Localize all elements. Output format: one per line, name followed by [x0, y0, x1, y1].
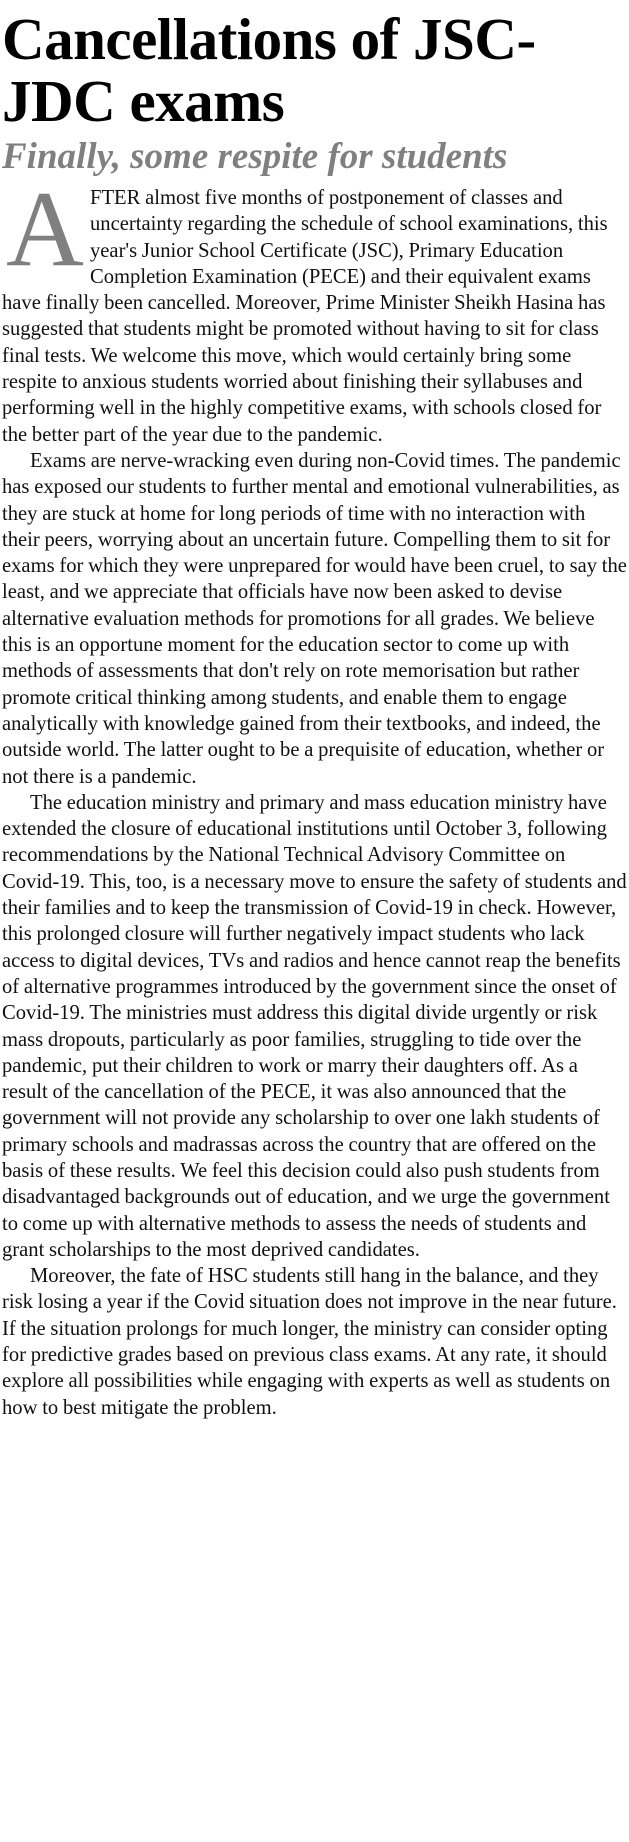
headline: Cancellations of JSC-JDC exams — [2, 6, 536, 134]
paragraph-3: The education ministry and primary and mass education ministry have extended the closure of educational institutions until October 3, following recommendations by the National Technical Advisory Committee on Covid-19. This, too, is a necessary move to ensure the safety of students and their families and to keep the transmission of Covid-19 in check. However, this prolonged closure will further negatively impact students who lack access to digital devices, TVs and radios and hence cannot reap the benefits of alternative programmes introduced by the government since the onset of Covid-19. The ministries must address this digital divide urgently or risk mass dropouts, particularly as poor families, struggling to tide over the pandemic, put their children to work or marry their daughters off. As a result of the cancellation of the PECE, it was also announced that the government will not provide any scholarship to over one lakh students of primary schools and madrassas across the country that are offered on the basis of these results. We feel this decision could also push students from disadvantaged backgrounds out of education, and we urge the government to come up with alternative methods to assess the needs of students and grant scholarships to the most deprived candidates. — [2, 791, 627, 1261]
subheadline: Finally, some respite for students — [2, 136, 508, 177]
drop-cap: A — [6, 170, 84, 289]
paragraph-2: Exams are nerve-wracking even during non-Covid times. The pandemic has exposed our students to further mental and emotional vulnerabilities, as they are stuck at home for long periods of time with no interaction with their peers, worrying about an uncertain future. Compelling them to sit for exams for which they were unprepared for would have been cruel, to say the least, and we appreciate that officials have now been asked to devise alternative evaluation methods for promotions for all grades. We believe this is an opportune moment for the education sector to come up with methods of assessments that don't rely on rote memorisation but rather promote critical thinking among students, and enable them to engage analytically with knowledge gained from their textbooks, and indeed, the outside world. The latter ought to be a prequisite of education, whether or not there is a pandemic. — [2, 449, 627, 788]
paragraph-1 — [2, 170, 627, 448]
paragraph-4: Moreover, the fate of HSC students still hang in the balance, and they risk losing a year if the Covid situation does not improve in the near future. If the situation prolongs for much longer, the ministry can consider opting for predictive grades based on previous class exams. At any rate, it should explore all possibilities while engaging with experts as well as students on how to best mitigate the problem. — [2, 1265, 617, 1419]
article-body — [2, 170, 627, 1421]
paragraph-1-text: FTER almost five months of postponement of classes and uncertainty regarding the schedule of school examinations, this year's Junior School Certificate (JSC), Primary Education Completion Examination (PECE) and their equivalent exams have finally been cancelled. Moreover, Prime Minister Sheikh Hasina has suggested that students might be promoted without having to sit for class final tests. We welcome this move, which would certainly bring some respite to anxious students worried about finishing their syllabuses and performing well in the highly competitive exams, with schools closed for the better part of the year due to the pandemic. — [2, 187, 608, 446]
